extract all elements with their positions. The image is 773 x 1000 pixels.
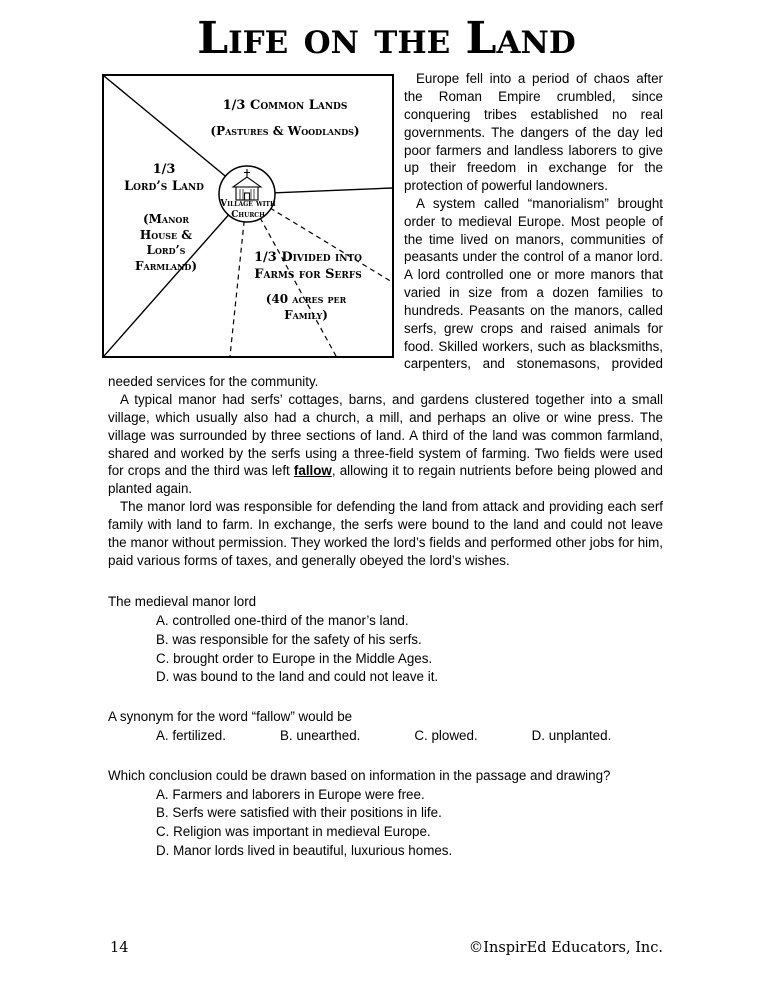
question-2-option-d: D. unplanted. (531, 727, 612, 743)
question-3-option-d: D. Manor lords lived in beautiful, luxurious homes. (156, 842, 453, 858)
diagram-label-serf-farms: 1/3 Divided into Farms for Serfs (253, 250, 362, 283)
content-area (108, 70, 663, 860)
passage-paragraph-2: A system called “manorialism” brought order to medieval Europe. Most people of the time lived on manors, communities of peasants under the control of a manor lord. A lord controlled one or more manors that varied in size from a dozen families to hundreds. Peasants on the manors, called serfs, grew crops and raised animals for food. Skilled workers, such as blacksmiths, carpenters, and stonemasons, provided needed services for the community. (108, 195, 663, 390)
diagram-label-lords-land (114, 162, 214, 196)
page-number: 14 (110, 940, 129, 956)
question-2-option-b: B. unearthed. (279, 727, 361, 743)
copyright-notice: ©InspirEd Educators, Inc. (468, 940, 663, 956)
fallow-vocabulary-term: fallow (293, 463, 332, 479)
diagram-label-common-lands: 1/3 Common Lands (222, 98, 348, 114)
question-3-stem: Which conclusion could be drawn based on information in the passage and drawing? (108, 767, 611, 783)
questions-section (108, 593, 663, 860)
question-1-stem: The medieval manor lord (108, 594, 257, 610)
lords-land-text: Lord’s Land (124, 179, 204, 195)
question-3-option-b: B. Serfs were satisfied with their positions in life. (156, 805, 442, 821)
passage-paragraph-4: The manor lord was responsible for defending the land from attack and providing each serf family with land to farm. In exchange, the serfs were bound to the land and could not leave the manor without permission. They worked the lord’s fields and performed other jobs for him, paid various forms of taxes, and generally obeyed the lord’s wishes. (108, 499, 663, 568)
question-1-options (156, 612, 663, 687)
passage-paragraph-3 (108, 391, 663, 498)
page-footer (110, 940, 663, 956)
question-1-option-b: B. was responsible for the safety of his serfs. (156, 631, 422, 647)
passage-paragraph-1: Europe fell into a period of chaos after the Roman Empire crumbled, since conquering tribes established no real governments. The dangers of the day led poor farmers and landless laborers to give up their freedom in exchange for the protection of powerful landowners. (404, 71, 663, 194)
lords-land-fraction: 1/3 (152, 162, 176, 178)
question-3-option-c: C. Religion was important in medieval Europe. (156, 824, 431, 840)
manor-diagram (102, 74, 394, 358)
page-title: Life on the Land (197, 13, 576, 64)
question-1 (108, 593, 663, 687)
diagram-label-village: Village with Church (220, 199, 276, 220)
question-2-option-c: C. plowed. (414, 727, 478, 743)
question-2-stem: A synonym for the word “fallow” would be (108, 709, 353, 725)
paragraph-3-text-before: A typical manor had serfs’ cottages, barns, and gardens clustered together into a small village, which usually also had a church, a mill, and perhaps an olive or wine press. The village was surrounded by three sections of land. A third of the land was common farmland, shared and worked by the serfs using a three-field system of farming. Two fields were used for crops and the third was left (108, 392, 663, 479)
diagram-label-common-lands-sub: (Pastures & Woodlands) (210, 124, 360, 139)
question-3-option-a: A. Farmers and laborers in Europe were free. (156, 786, 425, 802)
question-3-options (156, 786, 663, 861)
question-2 (108, 708, 663, 746)
passage (108, 70, 663, 569)
question-1-option-a: A. controlled one-third of the manor’s land. (156, 613, 409, 629)
question-2-options (156, 727, 663, 746)
diagram-label-serf-farms-sub: (40 acres per Family) (265, 292, 347, 322)
question-1-option-d: D. was bound to the land and could not leave it. (156, 669, 439, 685)
question-2-option-a: A. fertilized. (156, 727, 226, 743)
question-3 (108, 767, 663, 861)
paragraph-3-text-after: , allowing it to regain nutrients before being plowed and planted again. (108, 463, 663, 497)
question-1-option-c: C. brought order to Europe in the Middle Ages. (156, 650, 433, 666)
diagram-label-lords-land-sub: (Manor House & Lord’s Farmland) (135, 212, 197, 273)
